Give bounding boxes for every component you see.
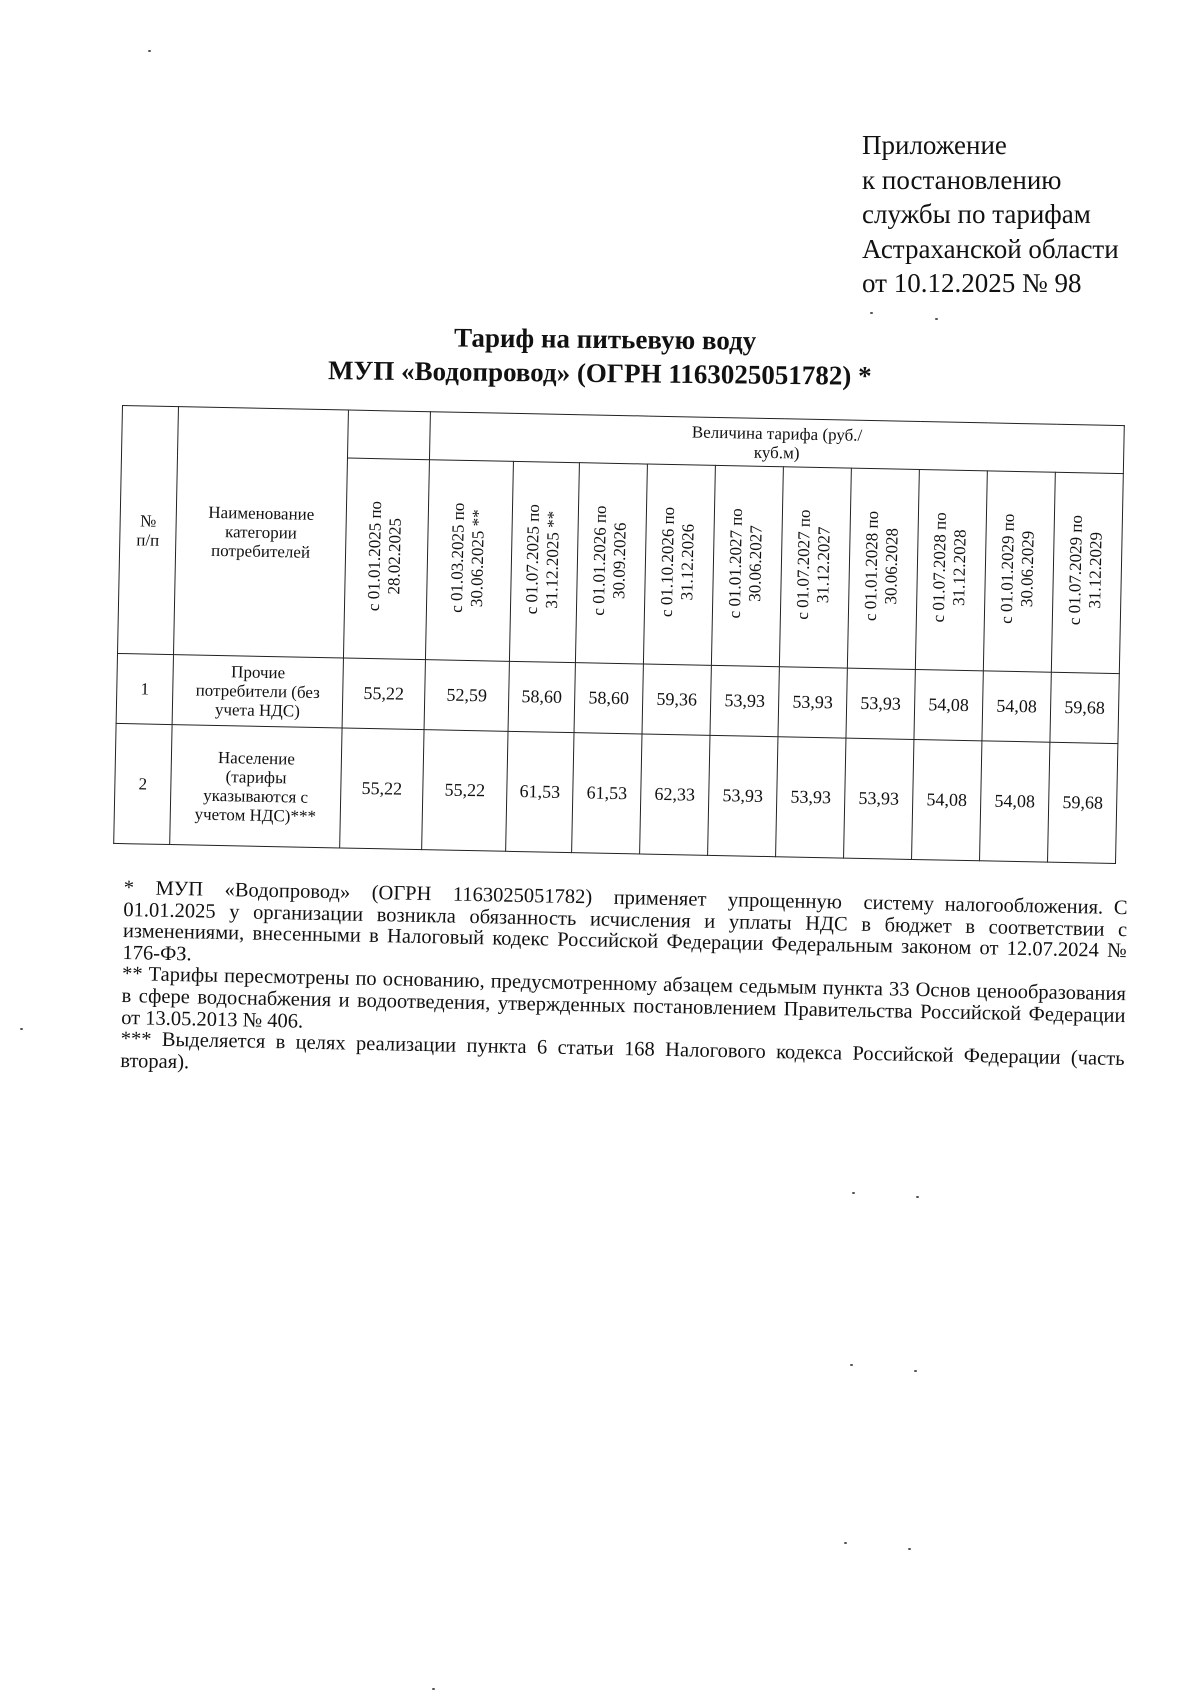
tariff-value: 62,33 bbox=[640, 734, 710, 855]
scan-speck bbox=[908, 1548, 911, 1550]
tariff-value: 54,08 bbox=[982, 671, 1051, 742]
period-header bbox=[711, 465, 783, 666]
approval-line: Астраханской области bbox=[862, 233, 1119, 264]
footnotes bbox=[120, 877, 1133, 1092]
period-header bbox=[509, 461, 579, 662]
row-number: 2 bbox=[114, 723, 172, 844]
period-header bbox=[779, 467, 851, 668]
approval-line: Приложение bbox=[862, 130, 1007, 160]
tariff-value: 58,60 bbox=[508, 661, 575, 732]
approval-line: от 10.12.2025 № 98 bbox=[862, 268, 1082, 298]
tariff-value: 59,68 bbox=[1048, 742, 1118, 863]
tariff-value: 55,22 bbox=[340, 728, 424, 850]
tariff-value: 53,93 bbox=[846, 668, 915, 739]
period-header bbox=[1051, 472, 1123, 673]
period-header bbox=[575, 463, 647, 664]
scan-speck bbox=[148, 50, 151, 52]
tariff-value: 53,93 bbox=[776, 737, 846, 858]
tariff-value: 53,93 bbox=[708, 735, 778, 856]
scan-speck bbox=[432, 1688, 435, 1690]
approval-line: к постановлению bbox=[862, 164, 1062, 195]
row-category: Прочие потребители (без учета НДС) bbox=[172, 655, 343, 728]
period-label: с 01.01.2025 по 28.02.2025 bbox=[363, 500, 405, 612]
column-header-number: № п/п bbox=[118, 406, 179, 655]
row-number: 1 bbox=[116, 653, 173, 724]
scan-speck bbox=[870, 312, 873, 314]
period-header bbox=[343, 458, 429, 660]
tariff-value: 59,36 bbox=[642, 664, 711, 735]
tariff-value: 53,93 bbox=[844, 738, 914, 859]
period-label: с 01.07.2027 по 31.12.2027 bbox=[792, 509, 834, 620]
footnote: ** Тарифы пересмотрены по основанию, предусмотренному абзацем седьмым пункта 33 Основ ценообразования в сфере водоснабжения и водоотведения, утвержденных постановлением Правительства Российской Федерации от 13.05.2013 № 406. bbox=[120, 963, 1127, 1033]
approval-line: службы по тарифам bbox=[862, 199, 1091, 229]
tariff-value: 59,68 bbox=[1050, 672, 1119, 743]
period-label: с 01.01.2027 по 30.06.2027 bbox=[724, 508, 766, 619]
tariff-value: 52,59 bbox=[424, 660, 509, 732]
title-line-2: МУП «Водопровод» (ОГРН 1163025051782) * bbox=[327, 355, 872, 391]
approval-block bbox=[862, 128, 1119, 301]
period-label: с 01.07.2029 по 31.12.2029 bbox=[1064, 514, 1106, 626]
scan-speck bbox=[914, 1370, 917, 1372]
tariff-value: 53,93 bbox=[778, 667, 847, 738]
tariff-value: 55,22 bbox=[422, 730, 508, 852]
period-header bbox=[847, 468, 919, 669]
period-label: с 01.01.2029 по 30.06.2029 bbox=[996, 513, 1038, 625]
tariff-value: 53,93 bbox=[710, 665, 779, 736]
footnote: * МУП «Водопровод» (ОГРН 1163025051782) применяет упрощенную систему налогообложения. С 01.01.2025 у организации возникла обязанность исчисления и уплаты НДС в бюджет в соответствии с изменениями, внесенными в Налоговый кодекс Российской Федерации Федеральным законом от 12.07.2024 № 176-ФЗ. bbox=[122, 877, 1133, 966]
scan-speck bbox=[844, 1542, 847, 1544]
period-header bbox=[425, 460, 513, 662]
row-category: Население (тарифы указываются с учетом НДС)*** bbox=[170, 725, 342, 848]
period-label: с 01.03.2025 по 30.06.2025 ** bbox=[446, 502, 488, 614]
period-header bbox=[643, 464, 715, 665]
period-label: с 01.07.2025 по 31.12.2025 ** bbox=[521, 504, 563, 615]
tariff-value: 54,08 bbox=[980, 741, 1050, 862]
scan-speck bbox=[935, 318, 938, 320]
scan-speck bbox=[850, 1364, 853, 1366]
period-label: с 01.01.2026 по 30.09.2026 bbox=[588, 505, 630, 616]
tariff-value: 54,08 bbox=[912, 739, 982, 860]
scan-speck bbox=[852, 1192, 855, 1194]
column-header-category: Наименование категории потребителей bbox=[174, 407, 349, 658]
scan-speck bbox=[916, 1196, 919, 1198]
footnote: *** Выделяется в целях реализации пункта 6 статьи 168 Налогового кодекса Российской Федерации (часть вторая). bbox=[120, 1028, 1125, 1074]
tariff-value: 55,22 bbox=[342, 658, 425, 730]
tariff-table-wrapper bbox=[113, 405, 1125, 864]
tariff-table bbox=[113, 405, 1125, 864]
document-title bbox=[0, 316, 1200, 397]
title-line-1: Тариф на питьевую воду bbox=[453, 322, 757, 356]
blank-header-cell bbox=[347, 410, 430, 460]
table-row bbox=[114, 723, 1118, 863]
period-label: с 01.07.2028 по 31.12.2028 bbox=[928, 512, 970, 623]
tariff-value: 61,53 bbox=[506, 731, 574, 852]
scan-speck bbox=[20, 1028, 23, 1030]
period-header bbox=[983, 471, 1055, 672]
period-label: с 01.10.2026 по 31.12.2026 bbox=[656, 506, 698, 618]
tariff-value: 58,60 bbox=[574, 663, 643, 734]
period-label: с 01.01.2028 по 30.06.2028 bbox=[860, 510, 902, 622]
period-header bbox=[915, 470, 987, 671]
tariff-header-text: Величина тарифа (руб./куб.м) bbox=[691, 421, 863, 463]
tariff-value: 61,53 bbox=[572, 733, 642, 854]
tariff-value: 54,08 bbox=[914, 669, 983, 740]
